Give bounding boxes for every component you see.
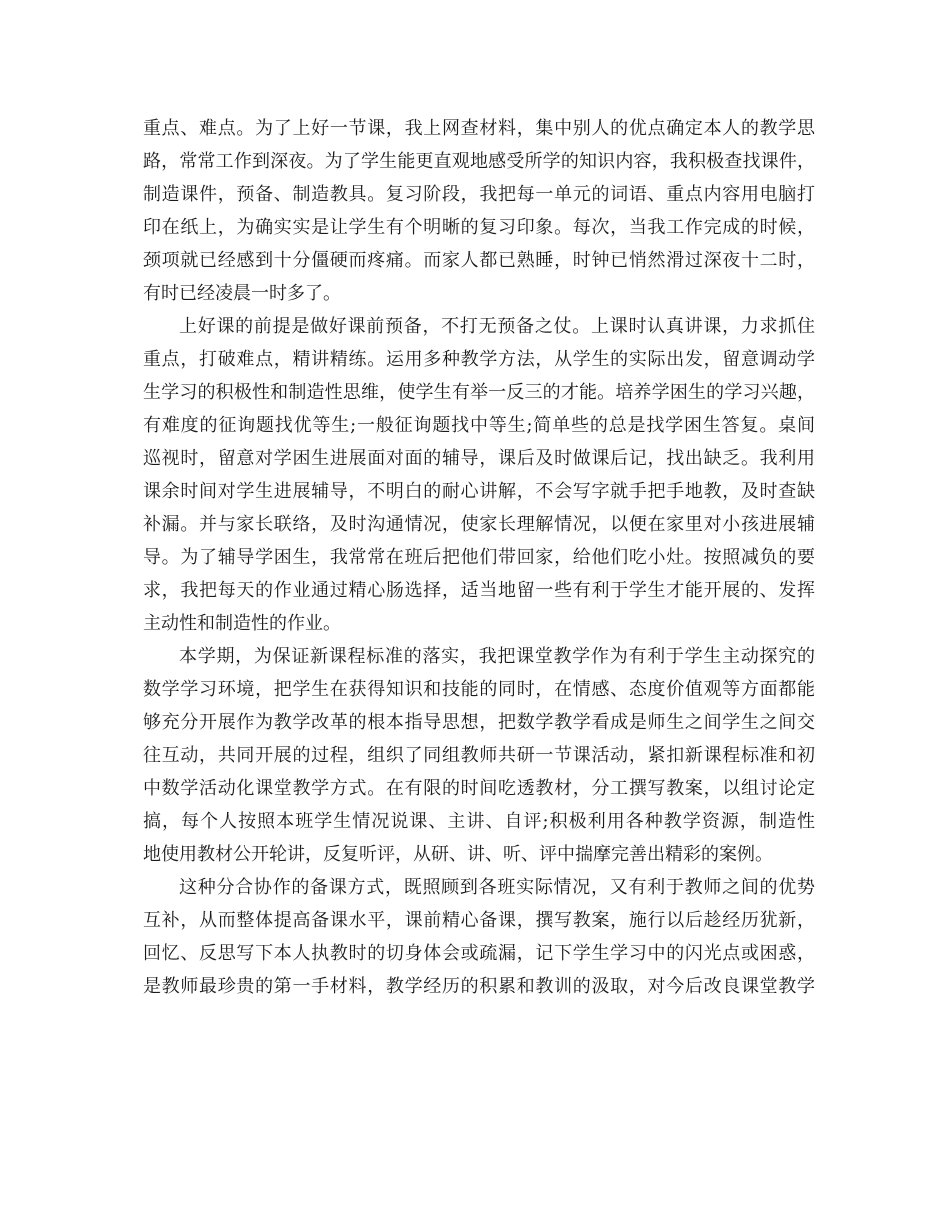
- text-line: 导。为了辅导学困生，我常常在班后把他们带回家，给他们吃小灶。按照减负的要: [143, 547, 815, 568]
- text-line: 数学学习环境，把学生在获得知识和技能的同时，在情感、态度价值观等方面都能: [143, 679, 815, 700]
- text-line: 巡视时，留意对学困生进展面对面的辅导，课后及时做课后记，找出缺乏。我利用: [143, 448, 815, 469]
- text-line: 补漏。并与家长联络，及时沟通情况，使家长理解情况，以便在家里对小孩进展辅: [143, 514, 815, 535]
- text-line: 中数学活动化课堂教学方式。在有限的时间吃透教材，分工撰写教案，以组讨论定: [143, 778, 815, 799]
- text-line: 地使用教材公开轮讲，反复听评，从研、讲、听、评中揣摩完善出精彩的案例。: [143, 844, 773, 865]
- text-line: 颈项就已经感到十分僵硬而疼痛。而家人都已熟睡，时钟已悄然滑过深夜十二时，: [143, 250, 815, 271]
- text-line: 主动性和制造性的作业。: [143, 613, 341, 634]
- text-line: 生学习的积极性和制造性思维，使学生有举一反三的才能。培养学困生的学习兴趣，: [143, 382, 815, 403]
- text-line: 本学期，为保证新课程标准的落实，我把课堂教学作为有利于学生主动探究的: [179, 646, 815, 667]
- text-line: 回忆、反思写下本人执教时的切身体会或疏漏，记下学生学习中的闪光点或困惑，: [143, 943, 815, 964]
- text-line: 印在纸上，为确实实是让学生有个明晰的复习印象。每次，当我工作完成的时候，: [143, 217, 815, 238]
- text-line: 这种分合协作的备课方式，既照顾到各班实际情况，又有利于教师之间的优势: [179, 877, 815, 898]
- text-line: 是教师最珍贵的第一手材料，教学经历的积累和教训的汲取，对今后改良课堂教学: [143, 976, 815, 997]
- text-line: 搞，每个人按照本班学生情况说课、主讲、自评;积极利用各种教学资源，制造性: [143, 811, 815, 832]
- text-line: 够充分开展作为教学改革的根本指导思想，把数学教学看成是师生之间学生之间交: [143, 712, 815, 733]
- text-line: 上好课的前提是做好课前预备，不打无预备之仗。上课时认真讲课，力求抓住: [179, 316, 815, 337]
- text-line: 有难度的征询题找优等生;一般征询题找中等生;简单些的总是找学困生答复。桌间: [143, 415, 815, 436]
- text-line: 求，我把每天的作业通过精心肠选择，适当地留一些有利于学生才能开展的、发挥: [143, 580, 815, 601]
- text-line: 课余时间对学生进展辅导，不明白的耐心讲解，不会写字就手把手地教，及时查缺: [143, 481, 815, 502]
- text-line: 重点、难点。为了上好一节课，我上网查材料，集中别人的优点确定本人的教学思: [143, 118, 815, 139]
- text-line: 往互动，共同开展的过程，组织了同组教师共研一节课活动，紧扣新课程标准和初: [143, 745, 815, 766]
- text-line: 有时已经凌晨一时多了。: [143, 283, 341, 304]
- document-body: [143, 112, 815, 1003]
- text-line: 制造课件，预备、制造教具。复习阶段，我把每一单元的词语、重点内容用电脑打: [143, 184, 815, 205]
- text-line: 路，常常工作到深夜。为了学生能更直观地感受所学的知识内容，我积极查找课件，: [143, 151, 815, 172]
- text-line: 重点，打破难点，精讲精练。运用多种教学方法，从学生的实际出发，留意调动学: [143, 349, 815, 370]
- text-line: 互补，从而整体提高备课水平，课前精心备课，撰写教案，施行以后趁经历犹新，: [143, 910, 815, 931]
